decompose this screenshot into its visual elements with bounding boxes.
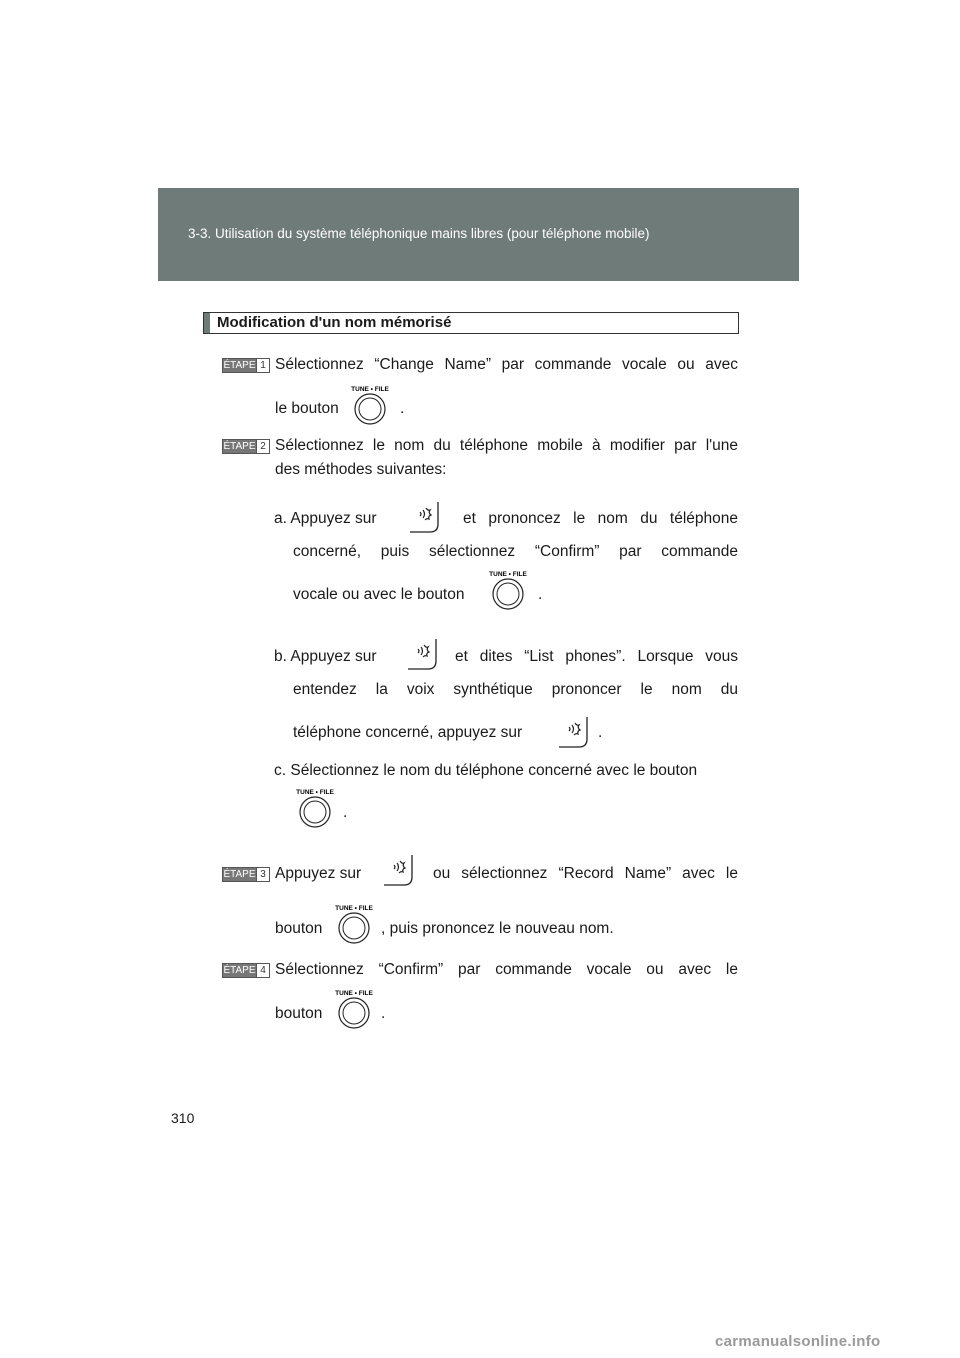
talk-switch-icon (557, 715, 593, 749)
step-badge-label: ÉTAPE (223, 360, 256, 371)
step-1-line-2a: le bouton (275, 400, 339, 417)
step-badge-number: 2 (256, 440, 269, 453)
step-2a-prefix: a. Appuyez sur (274, 510, 377, 527)
step-badge-number: 4 (256, 964, 269, 977)
step-badge-label: ÉTAPE (223, 965, 256, 976)
knob-label: TUNE • FILE (296, 789, 334, 796)
step-badge-1 (222, 358, 270, 373)
step-2b-line-3: téléphone concerné, appuyez sur (293, 724, 523, 741)
knob-label: TUNE • FILE (489, 571, 527, 578)
step-2a-end: . (538, 586, 543, 603)
step-2b-line-1: et dites “List phones”. Lorsque vous (455, 648, 738, 665)
tune-file-knob-icon (294, 787, 336, 829)
step-2a-line-1: et prononcez le nom du téléphone (463, 510, 738, 527)
step-badge-4 (222, 963, 270, 978)
step-3-line-2a: bouton (275, 920, 323, 937)
step-2b-line-2: entendez la voix synthétique prononcer le nom du (293, 681, 738, 698)
step-4-line-1: Sélectionnez “Confirm” par commande vocale ou avec le (275, 961, 738, 978)
knob-label: TUNE • FILE (351, 386, 389, 393)
step-badge-3 (222, 867, 270, 882)
talk-switch-icon (382, 853, 418, 887)
watermark: carmanualsonline.info (715, 1333, 881, 1350)
step-1-line-1: Sélectionnez “Change Name” par commande vocale ou avec (275, 356, 738, 373)
section-title-box (203, 312, 739, 334)
talk-switch-icon (408, 500, 444, 534)
tune-file-knob-icon (487, 569, 529, 611)
step-badge-label: ÉTAPE (223, 441, 256, 452)
step-2a-line-3: vocale ou avec le bouton (293, 586, 465, 603)
step-4-line-2a: bouton (275, 1005, 323, 1022)
section-title: Modification d'un nom mémorisé (217, 314, 452, 331)
tune-file-knob-icon (349, 384, 391, 426)
knob-label: TUNE • FILE (335, 990, 373, 997)
step-2b-end: . (598, 724, 603, 741)
talk-switch-icon (406, 637, 442, 671)
step-2a-line-2: concerné, puis sélectionnez “Confirm” par commande (293, 543, 738, 560)
step-2-line-2: des méthodes suivantes: (275, 461, 447, 478)
step-1-line-2b: . (400, 400, 405, 417)
section-title-bar (204, 313, 210, 333)
step-3-line-2b: , puis prononcez le nouveau nom. (381, 920, 614, 937)
step-3-prefix: Appuyez sur (275, 865, 362, 882)
knob-label: TUNE • FILE (335, 905, 373, 912)
step-badge-number: 1 (256, 359, 269, 372)
chapter-title: 3-3. Utilisation du système téléphonique mains libres (pour téléphone mobile) (188, 226, 650, 241)
step-badge-2 (222, 439, 270, 454)
page-number: 310 (171, 1110, 195, 1126)
step-badge-number: 3 (256, 868, 269, 881)
step-2c-end: . (343, 804, 348, 821)
step-2b-prefix: b. Appuyez sur (274, 648, 377, 665)
tune-file-knob-icon (333, 903, 375, 945)
step-2-line-1: Sélectionnez le nom du téléphone mobile à modifier par l'une (275, 437, 738, 454)
tune-file-knob-icon (333, 988, 375, 1030)
step-3-line-1: ou sélectionnez “Record Name” avec le (433, 865, 738, 882)
step-badge-label: ÉTAPE (223, 869, 256, 880)
step-2c-line-1: c. Sélectionnez le nom du téléphone concerné avec le bouton (274, 762, 698, 779)
step-4-line-2b: . (381, 1005, 386, 1022)
